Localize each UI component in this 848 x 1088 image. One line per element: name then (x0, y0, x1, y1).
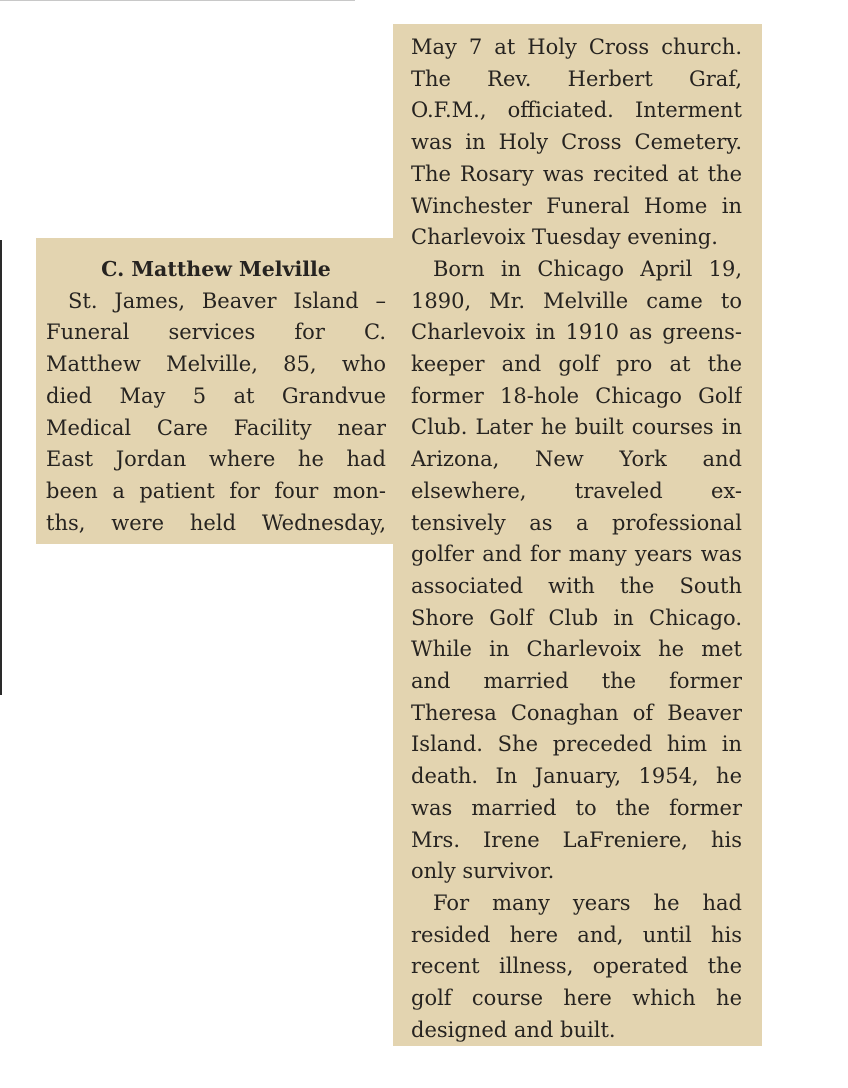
text-line: Club. Later he built courses in (411, 415, 742, 440)
text-line: been a patient for four mon- (46, 478, 386, 503)
text-line: Winchester Funeral Home in (411, 193, 742, 218)
text-line: recent illness, operated the (411, 954, 742, 979)
paragraph-start-line: Born in Chicago April 19, (433, 256, 742, 281)
paragraph-start-line: For many years he had (433, 890, 742, 915)
text-line: keeper and golf pro at the (411, 352, 742, 377)
obituary-headline: C. Matthew Melville (101, 257, 331, 281)
text-line: Charlevoix in 1910 as greens- (411, 320, 742, 345)
paragraph-end-line: only survivor. (411, 859, 555, 884)
page-left-rule (0, 240, 2, 695)
text-line: died May 5 at Grandvue (46, 383, 386, 408)
text-line: Arizona, New York and (411, 447, 742, 472)
text-line: Funeral services for C. (46, 320, 386, 345)
paragraph-end-line: Charlevoix Tuesday evening. (411, 225, 718, 250)
clipping-right-column (393, 24, 762, 1046)
text-line: ths, were held Wednesday, (46, 510, 386, 535)
text-line: death. In January, 1954, he (411, 764, 742, 789)
text-line: was married to the former (411, 795, 742, 820)
text-line: associated with the South (411, 573, 742, 598)
text-line: elsewhere, traveled ex- (411, 478, 742, 503)
text-line: Medical Care Facility near (46, 415, 386, 440)
text-line: Island. She preceded him in (411, 732, 742, 757)
paragraph-end-line: designed and built. (411, 1017, 616, 1042)
text-line: tensively as a professional (411, 510, 742, 535)
text-line: golfer and for many years was (411, 542, 742, 567)
text-line: resided here and, until his (411, 922, 742, 947)
text-line: Shore Golf Club in Chicago. (411, 605, 742, 630)
text-line: May 7 at Holy Cross church. (411, 35, 742, 59)
text-line: St. James, Beaver Island – (68, 288, 386, 313)
text-line: was in Holy Cross Cemetery. (411, 130, 742, 155)
text-line: The Rosary was recited at the (411, 161, 742, 186)
text-line: O.F.M., officiated. Interment (411, 98, 742, 123)
text-line: 1890, Mr. Melville came to (411, 288, 742, 313)
text-line: East Jordan where he had (46, 447, 386, 472)
text-line: Mrs. Irene LaFreniere, his (411, 827, 742, 852)
page-top-rule (0, 0, 355, 1)
text-line: golf course here which he (411, 986, 742, 1011)
clipping-left-column (36, 238, 396, 544)
text-line: Matthew Melville, 85, who (46, 352, 386, 377)
text-line: former 18-hole Chicago Golf (411, 383, 742, 408)
text-line: and married the former (411, 669, 742, 694)
text-line: The Rev. Herbert Graf, (411, 66, 742, 91)
text-line: While in Charlevoix he met (411, 637, 742, 662)
text-line: Theresa Conaghan of Beaver (411, 700, 742, 725)
